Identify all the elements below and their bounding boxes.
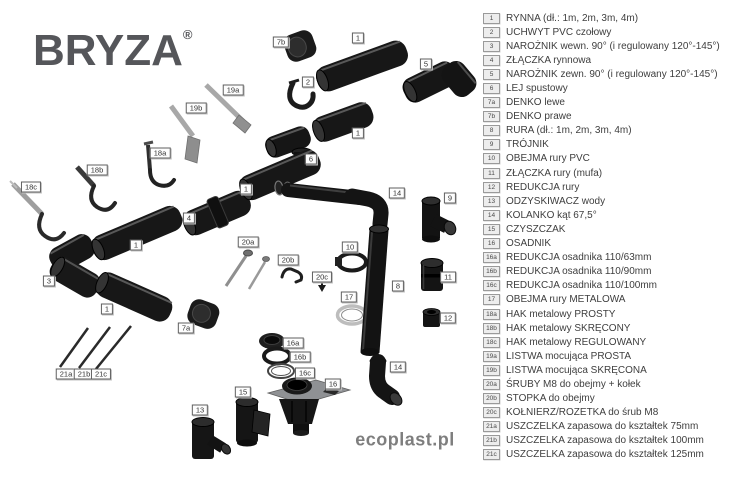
- legend-item-label: HAK metalowy SKRĘCONY: [506, 322, 631, 334]
- clamp-foot-20b: [282, 269, 302, 282]
- legend-row: [483, 152, 748, 166]
- downpipe-8: [361, 225, 389, 356]
- legend-item-number: 1: [483, 13, 500, 24]
- part-label: 19a: [223, 85, 244, 96]
- legend-item-number: 20a: [483, 379, 500, 390]
- gutter-section-1-upper: [309, 99, 376, 145]
- gutter-section-1-branch: [92, 269, 176, 325]
- legend-item-number: 15: [483, 224, 500, 235]
- legend-item-label: KOŁNIERZ/ROZETKA do śrub M8: [506, 407, 659, 419]
- pipe-reduction-12: [423, 309, 440, 328]
- water-recovery-13: [192, 418, 232, 460]
- legend-row: [483, 208, 748, 222]
- legend-item-label: TRÓJNIK: [506, 139, 549, 151]
- legend-item-number: 21c: [483, 449, 500, 460]
- legend-item-label: ŚRUBY M8 do obejmy + kołek: [506, 378, 641, 390]
- legend-row: [483, 25, 748, 39]
- part-label: 4: [183, 213, 195, 224]
- end-cap-left-7a: [185, 297, 222, 332]
- part-label: 16c: [295, 368, 315, 379]
- legend-row: [483, 448, 748, 462]
- legend-item-label: OSADNIK: [506, 238, 552, 250]
- legend-row: [483, 222, 748, 236]
- part-label: 12: [440, 313, 456, 324]
- legend-item-label: HAK metalowy PROSTY: [506, 308, 616, 320]
- part-label: 13: [192, 405, 208, 416]
- pipe-connector-11: [421, 259, 443, 292]
- legend-item-number: 12: [483, 182, 500, 193]
- legend-item-number: 16a: [483, 252, 500, 263]
- reduction-ring-16c: [268, 364, 294, 378]
- part-label: 18b: [87, 165, 108, 176]
- legend-item-number: 3: [483, 41, 500, 52]
- legend-item-label: DENKO prawe: [506, 111, 572, 123]
- legend-item-label: USZCZELKA zapasowa do kształtek 100mm: [506, 435, 704, 447]
- part-label: 20b: [278, 255, 299, 266]
- legend-row: [483, 81, 748, 95]
- hook-18c-adjustable: [10, 181, 64, 239]
- legend-item-number: 20b: [483, 393, 500, 404]
- legend-item-number: 16c: [483, 280, 500, 291]
- legend-row: [483, 279, 748, 293]
- legend-item-label: REDUKCJA osadnika 110/63mm: [506, 252, 652, 264]
- legend-item-number: 9: [483, 139, 500, 150]
- legend-item-number: 2: [483, 27, 500, 38]
- gutter-section-1-top: [313, 38, 411, 95]
- legend-row: [483, 124, 748, 138]
- legend-row: [483, 265, 748, 279]
- legend-item-number: 11: [483, 168, 500, 179]
- legend-item-label: OBEJMA rury METALOWA: [506, 294, 626, 306]
- legend-item-label: REDUKCJA osadnika 110/100mm: [506, 280, 657, 292]
- part-label: 16b: [290, 352, 311, 363]
- part-label: 21b: [74, 369, 95, 380]
- legend-item-label: KOLANKO kąt 67,5°: [506, 209, 597, 221]
- legend-row: [483, 349, 748, 363]
- part-label: 1: [352, 128, 364, 139]
- legend-item-label: STOPKA do obejmy: [506, 393, 595, 405]
- legend-row: [483, 377, 748, 391]
- legend-item-number: 6: [483, 83, 500, 94]
- legend-row: [483, 67, 748, 81]
- legend-item-number: 14: [483, 210, 500, 221]
- legend-item-label: REDUKCJA osadnika 110/90mm: [506, 266, 652, 278]
- elbow-assembly-14-top: [274, 181, 381, 224]
- legend-item-number: 7a: [483, 97, 500, 108]
- part-label: 3: [43, 276, 55, 287]
- legend-item-label: NAROŻNIK wewn. 90° (i regulowany 120°-145°): [506, 40, 720, 52]
- part-label: 7a: [178, 323, 194, 334]
- legend-item-number: 8: [483, 125, 500, 136]
- part-label: 14: [389, 188, 405, 199]
- legend-row: [483, 251, 748, 265]
- part-label: 16: [325, 379, 341, 390]
- website-watermark: ecoplast.pl: [355, 429, 455, 450]
- part-label: 11: [440, 272, 456, 283]
- legend-item-number: 7b: [483, 111, 500, 122]
- elbow-14-bottom: [370, 358, 404, 408]
- part-label: 21c: [91, 369, 111, 380]
- part-label: 5: [420, 59, 432, 70]
- parts-legend: [483, 11, 748, 462]
- part-label: 1: [130, 240, 142, 251]
- legend-row: [483, 138, 748, 152]
- registered-trademark-icon: ®: [182, 27, 193, 42]
- legend-row: [483, 392, 748, 406]
- part-label: 20c: [312, 272, 332, 283]
- part-label: 1: [240, 184, 252, 195]
- part-label: 7b: [273, 37, 289, 48]
- legend-item-label: RURA (dł.: 1m, 2m, 3m, 4m): [506, 125, 632, 137]
- hook-18a-straight: [144, 142, 174, 186]
- legend-item-number: 4: [483, 55, 500, 66]
- legend-row: [483, 39, 748, 53]
- legend-row: [483, 11, 748, 25]
- legend-row: [483, 406, 748, 420]
- legend-row: [483, 180, 748, 194]
- pvc-bracket-2: [289, 80, 313, 107]
- legend-item-label: LISTWA mocująca PROSTA: [506, 350, 632, 362]
- legend-item-label: DENKO lewe: [506, 97, 565, 109]
- cleanout-15: [236, 398, 270, 447]
- legend-item-label: ODZYSKIWACZ wody: [506, 195, 606, 207]
- gaskets-21: [60, 326, 131, 369]
- legend-item-number: 17: [483, 294, 500, 305]
- reduction-ring-16a: [259, 333, 285, 349]
- part-label: 10: [342, 242, 358, 253]
- legend-row: [483, 434, 748, 448]
- legend-row: [483, 237, 748, 251]
- reduction-ring-16b: [264, 349, 290, 364]
- legend-row: [483, 194, 748, 208]
- legend-item-number: 21a: [483, 421, 500, 432]
- legend-item-number: 21b: [483, 435, 500, 446]
- part-label: 9: [444, 193, 456, 204]
- sediment-trap-16: [268, 378, 350, 437]
- part-label: 17: [341, 292, 357, 303]
- part-label: 8: [392, 281, 404, 292]
- brand-logo-text: BRYZA: [33, 26, 183, 75]
- part-label: 18c: [21, 182, 41, 193]
- part-label: 1: [101, 304, 113, 315]
- legend-item-label: LISTWA mocująca SKRĘCONA: [506, 364, 647, 376]
- legend-row: [483, 110, 748, 124]
- legend-row: [483, 363, 748, 377]
- mounting-strip-19a: [206, 85, 251, 133]
- rosette-20c: [318, 283, 326, 292]
- legend-item-label: HAK metalowy REGULOWANY: [506, 336, 647, 348]
- legend-item-label: ZŁĄCZKA rury (mufa): [506, 167, 603, 179]
- legend-item-number: 19a: [483, 351, 500, 362]
- legend-item-number: 16b: [483, 266, 500, 277]
- legend-item-number: 16: [483, 238, 500, 249]
- legend-row: [483, 335, 748, 349]
- legend-row: [483, 420, 748, 434]
- legend-item-number: 10: [483, 153, 500, 164]
- legend-row: [483, 307, 748, 321]
- legend-item-label: USZCZELKA zapasowa do kształtek 125mm: [506, 449, 704, 461]
- legend-item-label: NAROŻNIK zewn. 90° (i regulowany 120°-145°): [506, 68, 718, 80]
- part-label: 19b: [186, 103, 207, 114]
- legend-item-number: 18a: [483, 309, 500, 320]
- part-label: 2: [302, 77, 314, 88]
- part-label: 21a: [56, 369, 77, 380]
- hook-18b-twisted: [77, 167, 115, 210]
- part-label: 16a: [283, 338, 304, 349]
- legend-item-label: CZYSZCZAK: [506, 223, 566, 235]
- legend-item-label: LEJ spustowy: [506, 83, 568, 95]
- screws-m8-20a: [226, 250, 270, 289]
- legend-item-number: 19b: [483, 365, 500, 376]
- legend-item-number: 13: [483, 196, 500, 207]
- legend-item-label: UCHWYT PVC czołowy: [506, 26, 612, 38]
- end-cap-right-7b: [281, 28, 319, 65]
- legend-row: [483, 321, 748, 335]
- legend-row: [483, 53, 748, 67]
- legend-item-number: 18c: [483, 337, 500, 348]
- legend-item-number: 5: [483, 69, 500, 80]
- legend-item-label: ZŁĄCZKA rynnowa: [506, 54, 592, 66]
- pvc-pipe-clamp-10: [335, 254, 366, 271]
- tee-9: [422, 197, 458, 243]
- gutter-section-1-mid: [88, 202, 186, 263]
- mounting-strip-19b: [171, 106, 200, 163]
- outer-corner-5: [399, 57, 480, 106]
- legend-row: [483, 166, 748, 180]
- legend-item-label: REDUKCJA rury: [506, 181, 580, 193]
- part-label: 15: [235, 387, 251, 398]
- part-label: 6: [305, 154, 317, 165]
- legend-item-label: USZCZELKA zapasowa do kształtek 75mm: [506, 421, 699, 433]
- part-label: 18a: [150, 148, 171, 159]
- part-label: 14: [390, 362, 406, 373]
- legend-item-label: RYNNA (dł.: 1m, 2m, 3m, 4m): [506, 12, 639, 24]
- legend-item-label: OBEJMA rury PVC: [506, 153, 590, 165]
- legend-item-number: 20c: [483, 407, 500, 418]
- legend-row: [483, 293, 748, 307]
- legend-item-number: 18b: [483, 323, 500, 334]
- part-label: 20a: [238, 237, 259, 248]
- part-label: 1: [352, 33, 364, 44]
- legend-row: [483, 96, 748, 110]
